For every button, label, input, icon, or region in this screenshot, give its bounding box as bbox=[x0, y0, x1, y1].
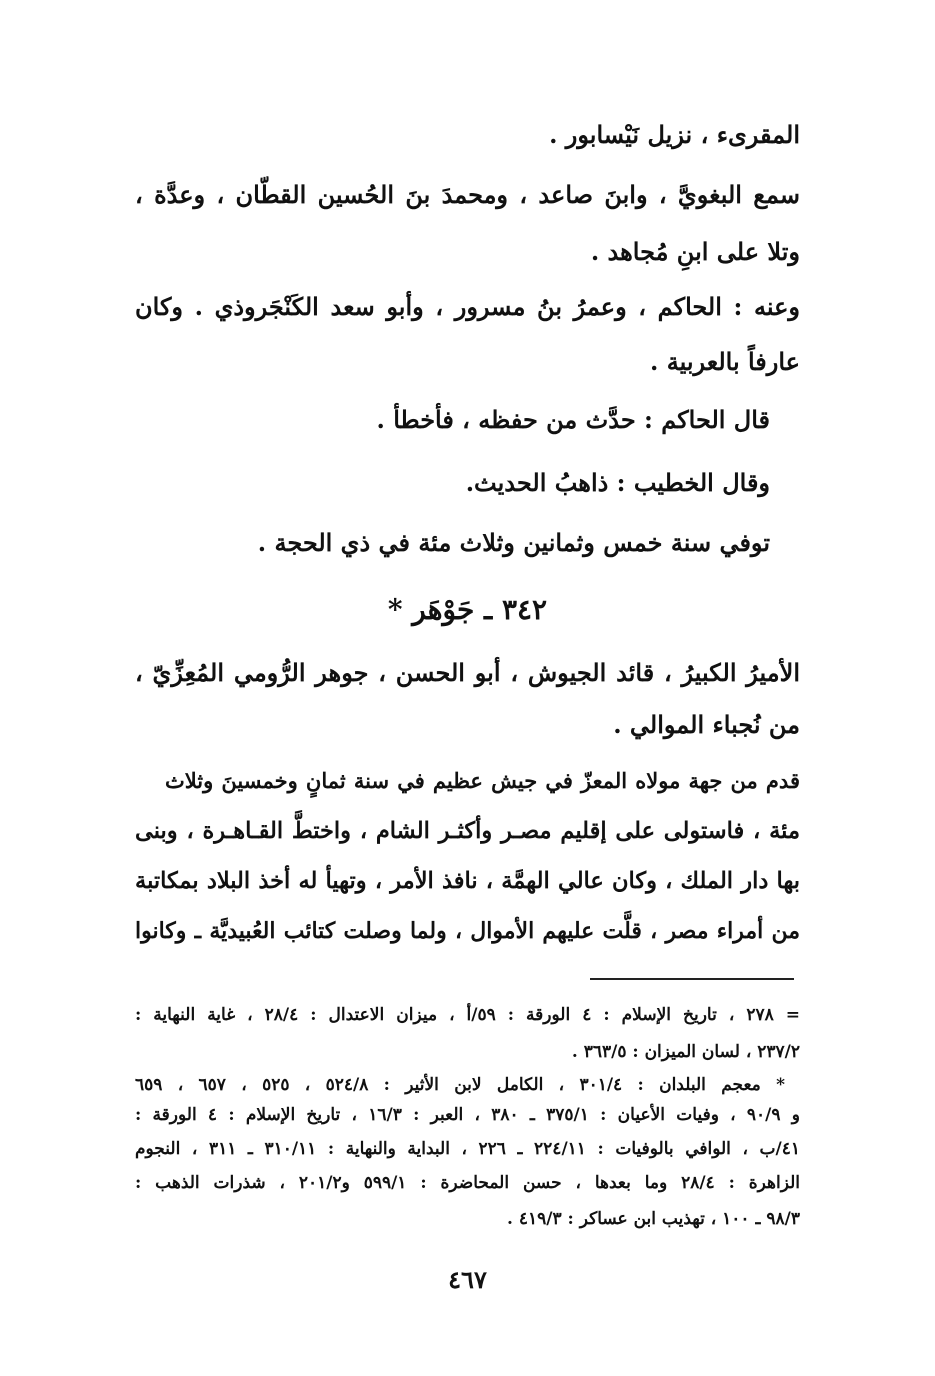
text-line: من أمراء مصر ، قلَّت عليهم الأموال ، ولما وصلت كتائب العُبيديَّة ـ وكانوا bbox=[135, 918, 800, 944]
text-line: سمع البغويَّ ، وابنَ صاعد ، ومحمدَ بنَ الحُسين القطّان ، وعدَّة ، bbox=[135, 180, 800, 209]
text-line: بها دار الملك ، وكان عالي الهمَّة ، نافذ الأمر ، وتهيأ له أخذ البلاد بمكاتبة bbox=[135, 868, 800, 894]
page-number: ٤٦٧ bbox=[448, 1265, 487, 1294]
text-line: توفي سنة خمس وثمانين وثلاث مئة في ذي الحجة . bbox=[257, 528, 770, 557]
text-line: قدم من جهة مولاه المعزّ في جيش عظيم في سنة ثمانٍ وخمسينَ وثلاث bbox=[165, 768, 800, 793]
footnote-line: و ٩٠/٩ ، وفيات الأعيان : ٣٧٥/١ ـ ٣٨٠ ، العبر : ١٦/٣ ، تاريخ الإسلام : ٤ الورقة : bbox=[135, 1105, 800, 1125]
text-line: مئة ، فاستولى على إقليم مصـر وأكثـر الشام ، واختطَّ القـاهـرة ، وبنى bbox=[135, 818, 800, 844]
text-line: وتلا على ابنِ مُجاهد . bbox=[590, 237, 800, 266]
footnote-line: ٢٣٧/٢ ، لسان الميزان : ٣٦٣/٥ . bbox=[571, 1042, 800, 1062]
text-line: عارفاً بالعربية . bbox=[650, 347, 800, 376]
footnote-line: ٤١/ب ، الوافي بالوفيات : ٢٢٤/١١ ـ ٢٢٦ ، البداية والنهاية : ٣١٠/١١ ـ ٣١١ ، النجوم bbox=[135, 1139, 800, 1159]
footnote-line: * معجم البلدان : ٣٠١/٤ ، الكامل لابن الأثير : ٥٢٤/٨ ، ٥٢٥ ، ٦٥٧ ، ٦٥٩ bbox=[135, 1075, 785, 1095]
entry-heading: ٣٤٢ ـ جَوْهَر * bbox=[387, 593, 548, 626]
text-line: وقال الخطيب : ذاهبُ الحديث. bbox=[465, 468, 770, 497]
footnote-separator bbox=[590, 978, 794, 980]
text-line: الأميرُ الكبيرُ ، قائد الجيوش ، أبو الحسن ، جوهر الرُّومي المُعِزِّيّ ، bbox=[135, 658, 800, 687]
footnote-line: ٩٨/٣ ـ ١٠٠ ، تهذيب ابن عساكر : ٤١٩/٣ . bbox=[507, 1209, 800, 1229]
text-line: من نُجباء الموالي . bbox=[613, 710, 800, 739]
footnote-line: = ٢٧٨ ، تاريخ الإسلام : ٤ الورقة : ٥٩/أ ، ميزان الاعتدال : ٢٨/٤ ، غاية النهاية : bbox=[135, 1005, 801, 1025]
text-line: وعنه : الحاكم ، وعمرُ بنُ مسرور ، وأبو سعد الكَنْجَروذي . وكان bbox=[135, 292, 800, 321]
footnote-line: الزاهرة : ٢٨/٤ وما بعدها ، حسن المحاضرة : ٥٩٩/١ و٢٠١/٢ ، شذرات الذهب : bbox=[135, 1173, 800, 1193]
text-line: قال الحاكم : حدَّث من حفظه ، فأخطأ . bbox=[376, 405, 770, 434]
text-line: المقرىء ، نزيل نَيْسابور . bbox=[549, 120, 800, 149]
